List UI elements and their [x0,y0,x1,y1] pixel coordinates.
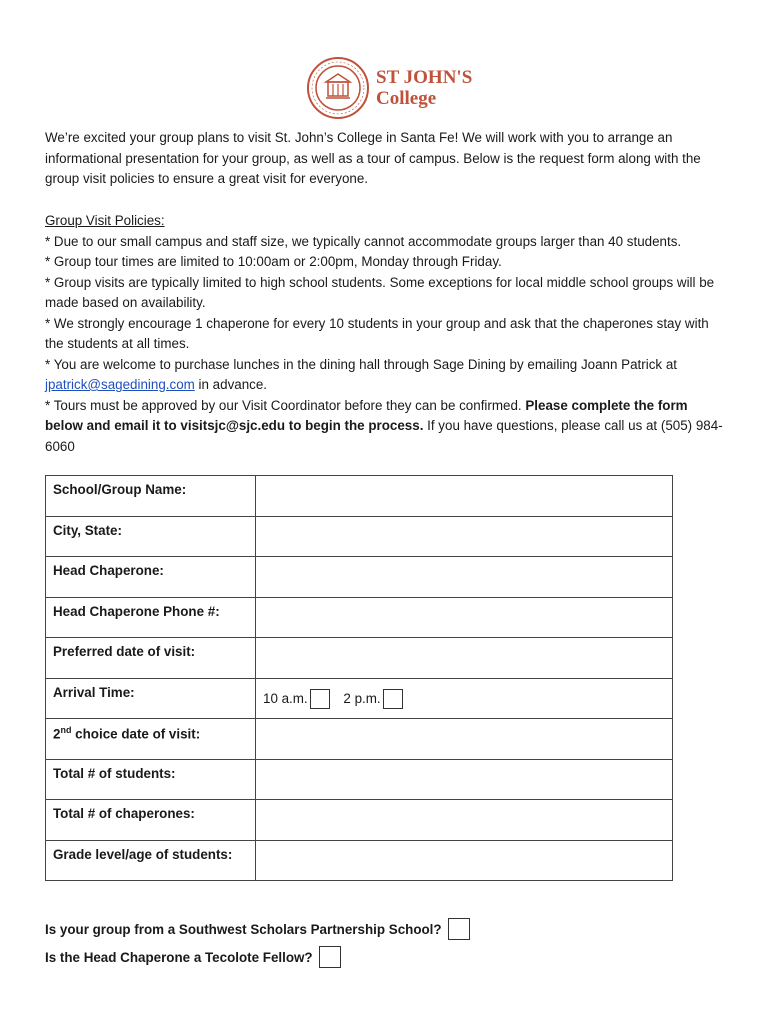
second-choice-ordinal: nd [60,725,72,735]
form-row [46,557,673,598]
form-row [46,840,673,881]
total-chaperones-field[interactable] [256,800,673,841]
form-row [46,678,673,719]
policy-item: * Due to our small campus and staff size, we typically cannot accommodate groups larger than 40 students. [45,233,682,249]
preferred-date-field[interactable] [256,638,673,679]
arrival-time-field [256,678,673,719]
policy-item: * Group visits are typically limited to high school students. Some exceptions for local middle school groups will be made based on availability. [45,274,715,310]
second-choice-date-field[interactable] [256,719,673,760]
second-choice-text: choice date of visit: [71,726,201,742]
form-row [46,800,673,841]
lunch-text: * You are welcome to purchase lunches in the dining hall through Sage Dining by emailing Joann Patrick at [45,356,677,372]
lunch-suffix: in advance. [194,377,268,392]
college-seal-icon [306,56,370,120]
arrival-option-10am [263,685,330,709]
southwest-scholars-question [45,918,470,940]
arrival-time-label: Arrival Time: [46,678,256,719]
arrival-2pm-checkbox[interactable] [383,689,403,709]
tecolote-fellow-checkbox[interactable] [319,946,341,968]
wordmark-line-1: ST JOHN'S [376,67,473,88]
form-row [46,719,673,760]
total-students-field[interactable] [256,759,673,800]
form-row [46,476,673,517]
head-chaperone-phone-field[interactable] [256,597,673,638]
group-visit-request-form [45,475,673,881]
arrival-option-10am-label: 10 a.m. [263,691,308,706]
second-choice-number: 2 [53,726,61,742]
form-row [46,759,673,800]
preferred-date-label: Preferred date of visit: [46,638,256,679]
tecolote-fellow-question [45,946,341,968]
policy-item-lunch [45,355,725,396]
college-logo [306,55,476,121]
wordmark-line-2: College [376,88,437,109]
policy-item: * We strongly encourage 1 chaperone for every 10 students in your group and ask that the chaperones stay with the students at all times. [45,315,709,351]
tours-text: * Tours must be approved by our Visit Coordinator before they can be confirmed. [45,397,526,413]
arrival-option-2pm [343,685,402,709]
grade-level-label: Grade level/age of students: [46,840,256,881]
tours-contact: If you have questions, please call us at (505) 984-6060 [45,418,723,454]
second-choice-date-label [46,719,256,760]
policy-item: * Group tour times are limited to 10:00am or 2:00pm, Monday through Friday. [45,254,502,269]
policies-heading: Group Visit Policies: [45,213,165,228]
arrival-option-2pm-label: 2 p.m. [343,691,381,706]
tours-instruction: Please complete the form below and email it to visitsjc@sjc.edu to begin the process. [45,397,688,433]
school-group-name-field[interactable] [256,476,673,517]
head-chaperone-field[interactable] [256,557,673,598]
head-chaperone-phone-label: Head Chaperone Phone #: [46,597,256,638]
southwest-scholars-text: Is your group from a Southwest Scholars Partnership School? [45,921,442,937]
tecolote-fellow-text: Is the Head Chaperone a Tecolote Fellow? [45,949,313,965]
head-chaperone-label: Head Chaperone: [46,557,256,598]
sage-dining-email-link[interactable]: jpatrick@sagedining.com [45,377,195,392]
arrival-10am-checkbox[interactable] [310,689,330,709]
total-students-label: Total # of students: [46,759,256,800]
school-group-name-label: School/Group Name: [46,476,256,517]
form-row [46,638,673,679]
city-state-field[interactable] [256,516,673,557]
policy-item-tours [45,396,725,458]
group-visit-policies [45,211,725,457]
total-chaperones-label: Total # of chaperones: [46,800,256,841]
southwest-scholars-checkbox[interactable] [448,918,470,940]
intro-paragraph: We’re excited your group plans to visit St. John’s College in Santa Fe! We will work with you to arrange an informational presentation for your group, as well as a tour of campus. Below is the request form along with the group visit policies to ensure a great visit for everyone. [45,130,701,186]
form-row [46,516,673,557]
college-wordmark [376,67,472,109]
grade-level-field[interactable] [256,840,673,881]
city-state-label: City, State: [46,516,256,557]
form-row [46,597,673,638]
